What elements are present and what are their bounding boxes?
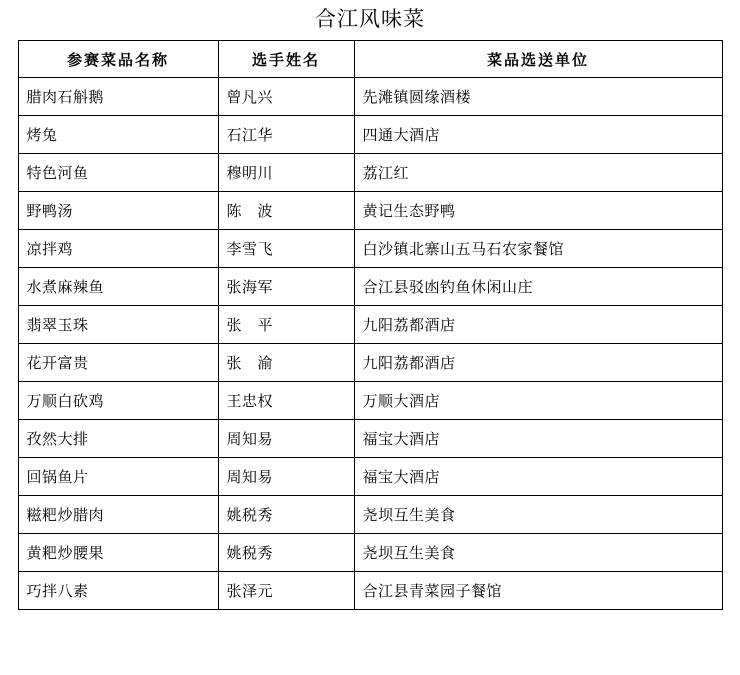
table-row	[18, 192, 722, 230]
cell-dish: 翡翠玉珠	[18, 306, 218, 344]
cell-dish: 花开富贵	[18, 344, 218, 382]
cell-dish: 巧拌八素	[18, 572, 218, 610]
table-row	[18, 420, 722, 458]
cell-dish: 水煮麻辣鱼	[18, 268, 218, 306]
cell-dish: 野鸭汤	[18, 192, 218, 230]
table-row	[18, 496, 722, 534]
table-row	[18, 154, 722, 192]
cell-name: 张泽元	[218, 572, 354, 610]
cell-unit: 福宝大酒店	[354, 458, 722, 496]
cell-unit: 尧坝互生美食	[354, 534, 722, 572]
page-title: 合江风味菜	[315, 7, 425, 31]
cell-unit: 合江县驳凼钓鱼休闲山庄	[354, 268, 722, 306]
cell-unit: 荔江红	[354, 154, 722, 192]
cell-name: 穆明川	[218, 154, 354, 192]
table-row	[18, 230, 722, 268]
cell-dish: 特色河鱼	[18, 154, 218, 192]
cell-unit: 九阳荔都酒店	[354, 306, 722, 344]
table-header	[18, 41, 722, 78]
cell-dish: 黄粑炒腰果	[18, 534, 218, 572]
table-row	[18, 382, 722, 420]
table-row	[18, 572, 722, 610]
column-header-dish: 参赛菜品名称	[18, 41, 218, 78]
cell-name: 李雪飞	[218, 230, 354, 268]
table-body	[18, 78, 722, 610]
cell-unit: 九阳荔都酒店	[354, 344, 722, 382]
cell-dish: 万顺白砍鸡	[18, 382, 218, 420]
cell-name: 姚税秀	[218, 534, 354, 572]
table-row	[18, 306, 722, 344]
cell-name: 陈 波	[218, 192, 354, 230]
cell-name: 张 平	[218, 306, 354, 344]
cell-dish: 糍粑炒腊肉	[18, 496, 218, 534]
cell-dish: 凉拌鸡	[18, 230, 218, 268]
table-row	[18, 344, 722, 382]
table-row	[18, 78, 722, 116]
cell-name: 石江华	[218, 116, 354, 154]
table-row	[18, 534, 722, 572]
cell-dish: 回锅鱼片	[18, 458, 218, 496]
column-header-name: 选手姓名	[218, 41, 354, 78]
cell-name: 周知易	[218, 458, 354, 496]
cell-unit: 白沙镇北寨山五马石农家餐馆	[354, 230, 722, 268]
cell-unit: 福宝大酒店	[354, 420, 722, 458]
cell-unit: 先滩镇圆缘酒楼	[354, 78, 722, 116]
table-row	[18, 116, 722, 154]
dish-table	[18, 40, 723, 610]
cell-name: 曾凡兴	[218, 78, 354, 116]
cell-dish: 烤兔	[18, 116, 218, 154]
cell-name: 张 渝	[218, 344, 354, 382]
cell-unit: 合江县青菜园子餐馆	[354, 572, 722, 610]
cell-dish: 孜然大排	[18, 420, 218, 458]
cell-name: 周知易	[218, 420, 354, 458]
table-row	[18, 458, 722, 496]
cell-name: 王忠权	[218, 382, 354, 420]
cell-unit: 万顺大酒店	[354, 382, 722, 420]
cell-unit: 黄记生态野鸭	[354, 192, 722, 230]
table-header-row	[18, 41, 722, 78]
table-row	[18, 268, 722, 306]
cell-name: 姚税秀	[218, 496, 354, 534]
cell-dish: 腊肉石斛鹅	[18, 78, 218, 116]
cell-unit: 尧坝互生美食	[354, 496, 722, 534]
cell-name: 张海军	[218, 268, 354, 306]
cell-unit: 四通大酒店	[354, 116, 722, 154]
column-header-unit: 菜品选送单位	[354, 41, 722, 78]
